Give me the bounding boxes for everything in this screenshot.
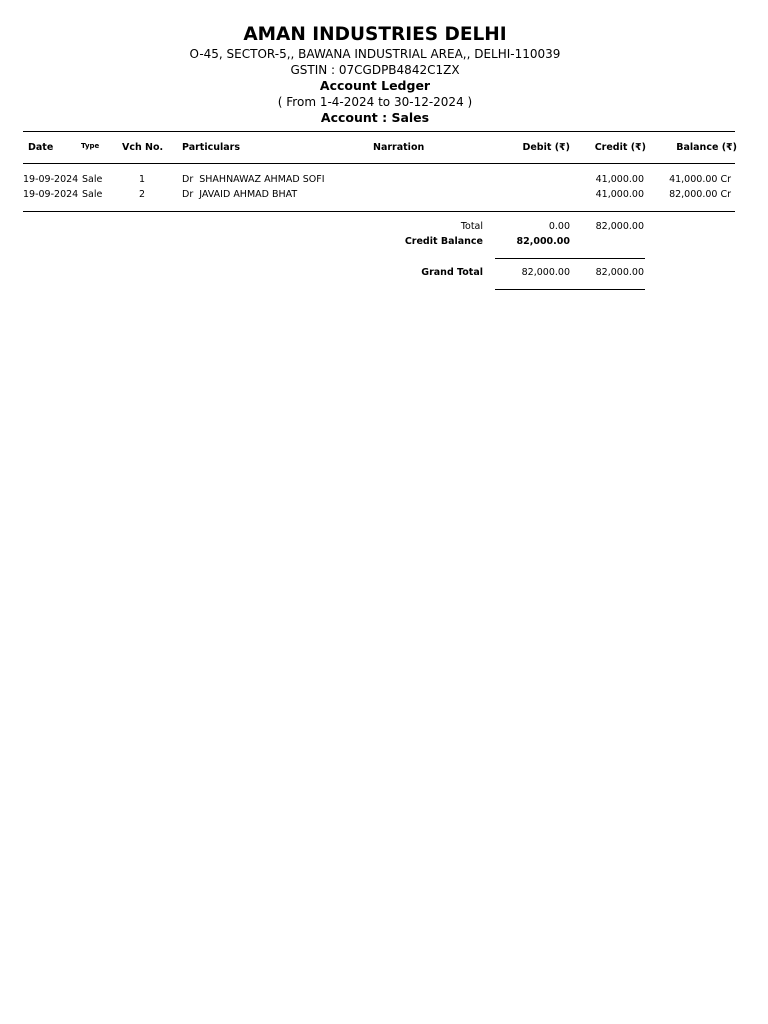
column-header-date: Date (28, 142, 54, 153)
grand-total-credit: 82,000.00 (595, 267, 644, 278)
table-bottom-rule (23, 211, 735, 212)
total-label: Total (460, 221, 483, 232)
table-header-rule (23, 163, 735, 164)
row-credit: 41,000.00 (595, 174, 644, 185)
column-header-balance: Balance (₹) (676, 142, 737, 153)
row-date: 19-09-2024 (23, 174, 79, 185)
report-header (0, 24, 750, 126)
column-header-vch-no: Vch No. (122, 142, 164, 153)
row-credit: 41,000.00 (595, 189, 644, 200)
row-type: Sale (82, 174, 103, 185)
grand-total-label: Grand Total (421, 267, 483, 278)
grand-total-bottom-rule (495, 289, 645, 290)
row-particulars: Dr SHAHNAWAZ AHMAD SOFI (182, 174, 325, 185)
row-balance: 82,000.00 Cr (669, 189, 731, 200)
company-gstin: GSTIN : 07CGDPB4842C1ZX (290, 63, 460, 77)
column-header-particulars: Particulars (182, 142, 241, 153)
total-credit: 82,000.00 (595, 221, 644, 232)
credit-balance-value: 82,000.00 (516, 236, 570, 247)
report-title: Account Ledger (319, 78, 431, 93)
company-address: O-45, SECTOR-5,, BAWANA INDUSTRIAL AREA,, DELHI-110039 (189, 47, 561, 61)
row-balance: 41,000.00 Cr (669, 174, 731, 185)
row-vch-no: 2 (138, 189, 146, 200)
row-vch-no: 1 (138, 174, 146, 185)
grand-total-debit: 82,000.00 (521, 267, 570, 278)
total-debit: 0.00 (548, 221, 570, 232)
company-name: AMAN INDUSTRIES DELHI (243, 24, 507, 45)
report-period: ( From 1-4-2024 to 30-12-2024 ) (277, 95, 473, 109)
credit-balance-label: Credit Balance (404, 236, 483, 247)
column-header-narration: Narration (373, 142, 425, 153)
row-particulars: Dr JAVAID AHMAD BHAT (182, 189, 298, 200)
column-header-type: Type (81, 142, 100, 150)
account-name: Account : Sales (320, 110, 430, 125)
grand-total-top-rule (495, 258, 645, 259)
row-date: 19-09-2024 (23, 189, 79, 200)
table-top-rule (23, 131, 735, 132)
column-header-debit: Debit (₹) (522, 142, 570, 153)
column-header-credit: Credit (₹) (594, 142, 646, 153)
row-type: Sale (82, 189, 103, 200)
